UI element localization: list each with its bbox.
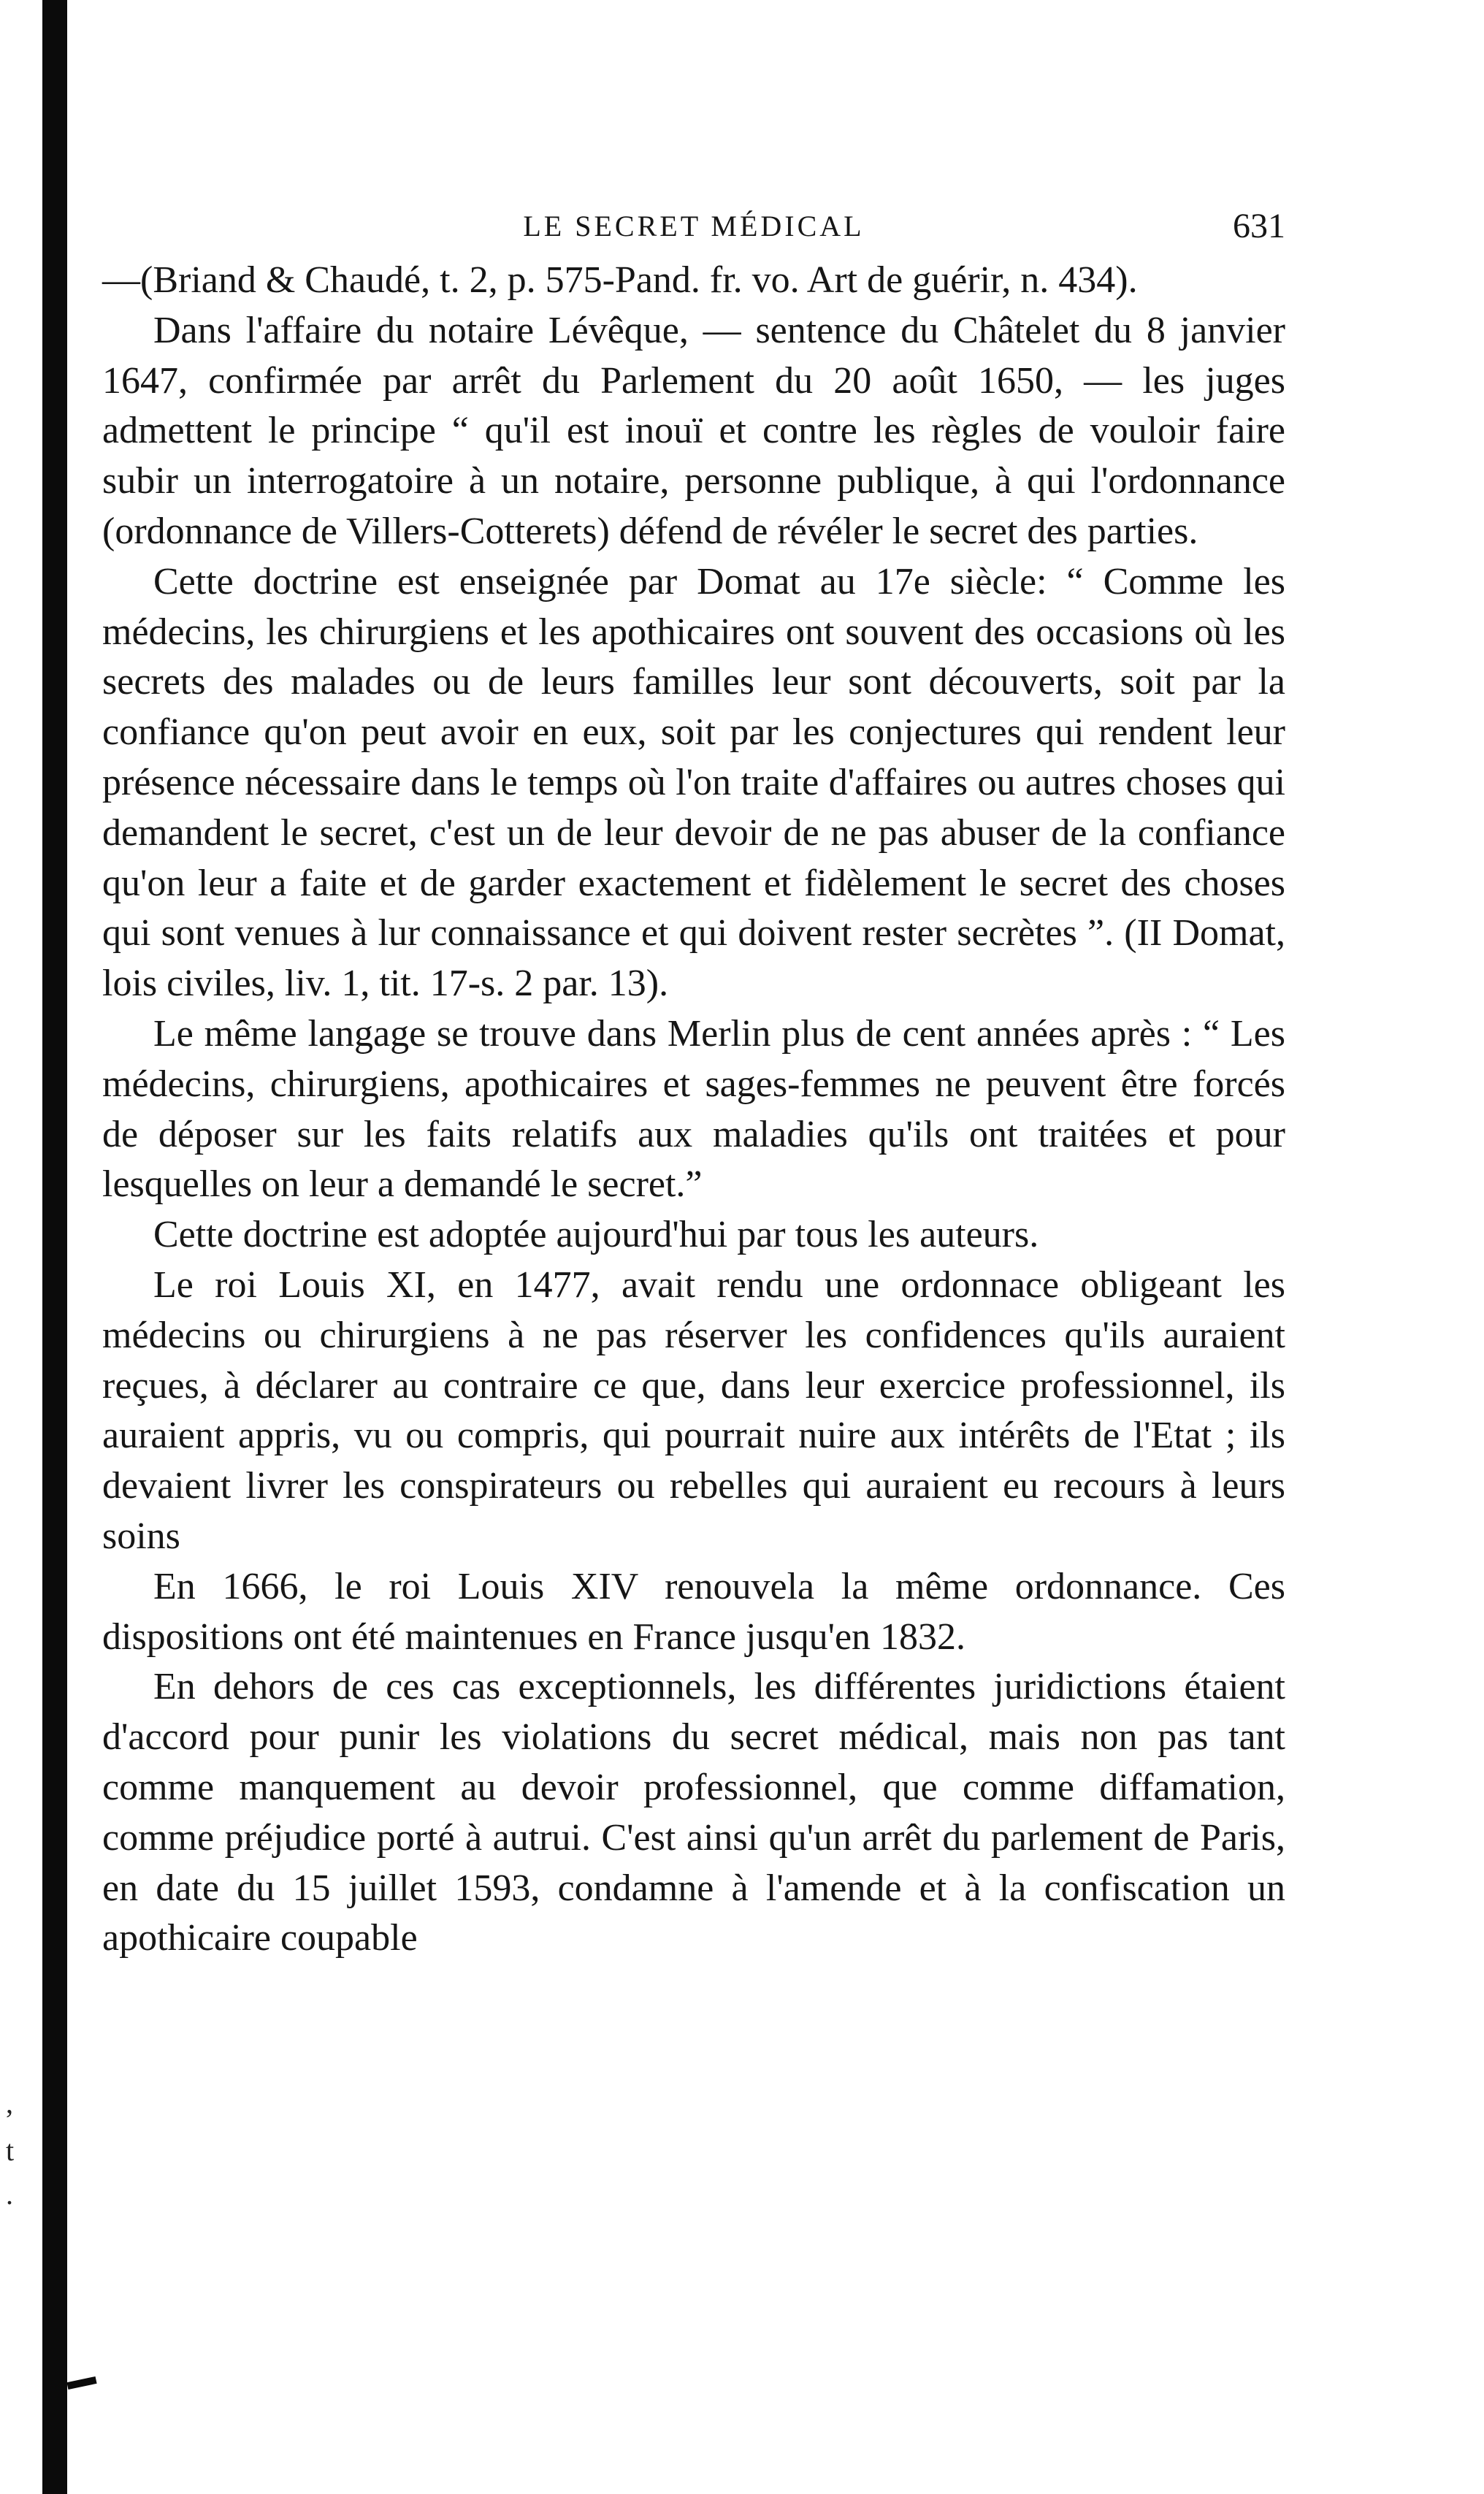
margin-marks xyxy=(0,0,29,2494)
margin-mark: , xyxy=(6,2086,13,2119)
running-head xyxy=(102,197,1285,256)
paragraph: Dans l'affaire du notaire Lévêque, — sentence du Châtelet du 8 janvier 1647, confirmée par arrêt du Parlement du 20 août 1650, — les juges admettent le principe “ qu'il est inouï et contre les règles de vouloir faire subir un interrogatoire à un notaire, personne publique, à qui l'ordonnance (ordonnance de Villers-Cotterets) défend de révéler le secret des parties. xyxy=(102,309,1285,552)
paragraph: En 1666, le roi Louis XIV renouvela la même ordonnance. Ces dispositions ont été maintenues en France jusqu'en 1832. xyxy=(102,1565,1285,1658)
page-number: 631 xyxy=(1233,207,1285,245)
body-text xyxy=(102,256,1285,1964)
margin-mark: t xyxy=(6,2134,15,2167)
paragraph: —(Briand & Chaudé, t. 2, p. 575-Pand. fr. vo. Art de guérir, n. 434). xyxy=(102,259,1138,301)
paragraph: Le même langage se trouve dans Merlin plus de cent années après : “ Les médecins, chirurgiens, apothicaires et sages-femmes ne peuvent être forcés de déposer sur les faits relatifs aux maladies qu'ils ont traitées et pour lesquelles on leur a demandé le secret.” xyxy=(102,1012,1285,1206)
binding-edge-shadow xyxy=(42,0,67,2494)
paragraph: Cette doctrine est enseignée par Domat au 17e siècle: “ Comme les médecins, les chirurgiens et les apothicaires ont souvent des occasions où les secrets des malades ou de leurs familles leur sont découverts, soit par la confiance qu'on peut avoir en eux, soit par les conjectures qui rendent leur présence nécessaire dans le temps où l'on traite d'affaires ou autres choses qui demandent le secret, c'est un de leur devoir de ne pas abuser de la confiance qu'on leur a faite et de garder exactement et fidèlement le secret des choses qui sont venues à lur connaissance et qui doivent rester secrètes ”. (II Domat, lois civiles, liv. 1, tit. 17-s. 2 par. 13). xyxy=(102,560,1285,1005)
margin-mark: . xyxy=(6,2178,13,2211)
running-title: LE SECRET MÉDICAL xyxy=(523,210,865,242)
paragraph: En dehors de ces cas exceptionnels, les différentes juridictions étaient d'accord pour punir les violations du secret médical, mais non pas tant comme manquement au devoir professionnel, que comme diffamation, comme préjudice porté à autrui. C'est ainsi qu'un arrêt du parlement de Paris, en date du 15 juillet 1593, condamne à l'amende et à la confiscation un apothicaire coupable xyxy=(102,1666,1285,1959)
paragraph: Le roi Louis XI, en 1477, avait rendu une ordonnace obligeant les médecins ou chirurgiens à ne pas réserver les confidences qu'ils auraient reçues, à déclarer au contraire ce que, dans leur exercice professionnel, ils auraient appris, vu ou compris, qui pourrait nuire aux intérêts de l'Etat ; ils devaient livrer les conspirateurs ou rebelles qui auraient eu recours à leurs soins xyxy=(102,1263,1285,1557)
paragraph: Cette doctrine est adoptée aujourd'hui par tous les auteurs. xyxy=(153,1214,1039,1256)
book-page xyxy=(102,197,1285,1964)
binding-edge-mark xyxy=(66,2376,96,2390)
